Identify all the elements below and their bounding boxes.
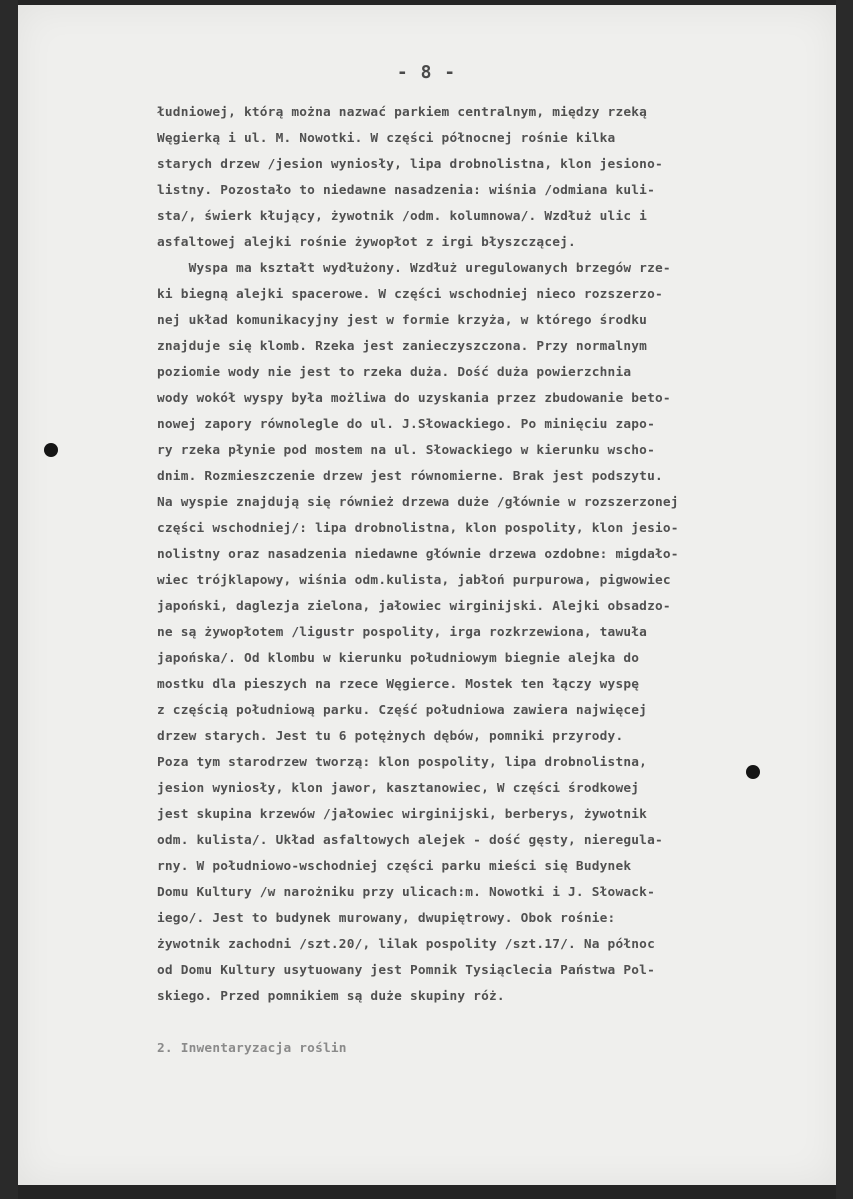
text-line: nej układ komunikacyjny jest w formie krzyża, w którego środku	[157, 313, 648, 328]
text-line: japoński, daglezja zielona, jałowiec wirginijski. Alejki obsadzo-	[157, 599, 671, 614]
text-line: Wyspa ma kształt wydłużony. Wzdłuż uregulowanych brzegów rze-	[157, 261, 671, 276]
text-line: jesion wyniosły, klon jawor, kasztanowiec, W części środkowej	[157, 781, 640, 796]
text-line: Domu Kultury /w narożniku przy ulicach:m. Nowotki i J. Słowack-	[157, 885, 655, 900]
text-line: ki biegną alejki spacerowe. W części wschodniej nieco rozszerzo-	[157, 287, 663, 302]
text-line	[157, 1010, 817, 1036]
text-line: znajduje się klomb. Rzeka jest zanieczyszczona. Przy normalnym	[157, 339, 648, 354]
punch-hole-upper	[44, 443, 58, 457]
text-line: Węgierką i ul. M. Nowotki. W części północnej rośnie kilka	[157, 131, 616, 146]
text-line: sta/, świerk kłujący, żywotnik /odm. kolumnowa/. Wzdłuż ulic i	[157, 209, 648, 224]
text-line: odm. kulista/. Układ asfaltowych alejek - dość gęsty, nieregula-	[157, 833, 663, 848]
text-line: jest skupina krzewów /jałowiec wirginijski, berberys, żywotnik	[157, 807, 648, 822]
scan-left-margin	[0, 0, 18, 1199]
page-number: - 8 -	[396, 62, 457, 83]
text-line: z częścią południową parku. Część południowa zawiera najwięcej	[157, 703, 648, 718]
text-line: Poza tym starodrzew tworzą: klon pospolity, lipa drobnolistna,	[157, 755, 648, 770]
text-line: starych drzew /jesion wyniosły, lipa drobnolistna, klon jesiono-	[157, 157, 663, 172]
text-line: żywotnik zachodni /szt.20/, lilak pospolity /szt.17/. Na północ	[157, 937, 655, 952]
text-line: wiec trójklapowy, wiśnia odm.kulista, jabłoń purpurowa, pigwowiec	[157, 573, 671, 588]
text-line: łudniowej, którą można nazwać parkiem centralnym, między rzeką	[157, 105, 648, 120]
text-line: Na wyspie znajdują się również drzewa duże /głównie w rozszerzonej	[157, 495, 679, 510]
text-line: ry rzeka płynie pod mostem na ul. Słowackiego w kierunku wscho-	[157, 443, 655, 458]
text-line: rny. W południowo-wschodniej części parku mieści się Budynek	[157, 859, 632, 874]
text-line: ne są żywopłotem /ligustr pospolity, irga rozkrzewiona, tawuła	[157, 625, 648, 640]
text-line: skiego. Przed pomnikiem są duże skupiny róż.	[157, 989, 505, 1004]
text-line: części wschodniej/: lipa drobnolistna, klon pospolity, klon jesio-	[157, 521, 679, 536]
text-line: poziomie wody nie jest to rzeka duża. Dość duża powierzchnia	[157, 365, 632, 380]
text-line: dnim. Rozmieszczenie drzew jest równomierne. Brak jest podszytu.	[157, 469, 663, 484]
text-line: mostku dla pieszych na rzece Węgierce. Mostek ten łączy wyspę	[157, 677, 640, 692]
text-line: nolistny oraz nasadzenia niedawne głównie drzewa ozdobne: migdało-	[157, 547, 679, 562]
text-line: iego/. Jest to budynek murowany, dwupiętrowy. Obok rośnie:	[157, 911, 616, 926]
text-line: japońska/. Od klombu w kierunku południowym biegnie alejka do	[157, 651, 640, 666]
typewritten-text	[157, 100, 817, 1062]
scan-right-margin	[836, 0, 853, 1199]
text-line: wody wokół wyspy była możliwa do uzyskania przez zbudowanie beto-	[157, 391, 671, 406]
section-heading: 2. Inwentaryzacja roślin	[157, 1041, 347, 1056]
text-line: od Domu Kultury usytuowany jest Pomnik Tysiąclecia Państwa Pol-	[157, 963, 655, 978]
text-line: drzew starych. Jest tu 6 potężnych dębów, pomniki przyrody.	[157, 729, 624, 744]
text-line: asfaltowej alejki rośnie żywopłot z irgi błyszczącej.	[157, 235, 576, 250]
text-line: listny. Pozostało to niedawne nasadzenia: wiśnia /odmiana kuli-	[157, 183, 655, 198]
text-line: nowej zapory równolegle do ul. J.Słowackiego. Po minięciu zapo-	[157, 417, 655, 432]
